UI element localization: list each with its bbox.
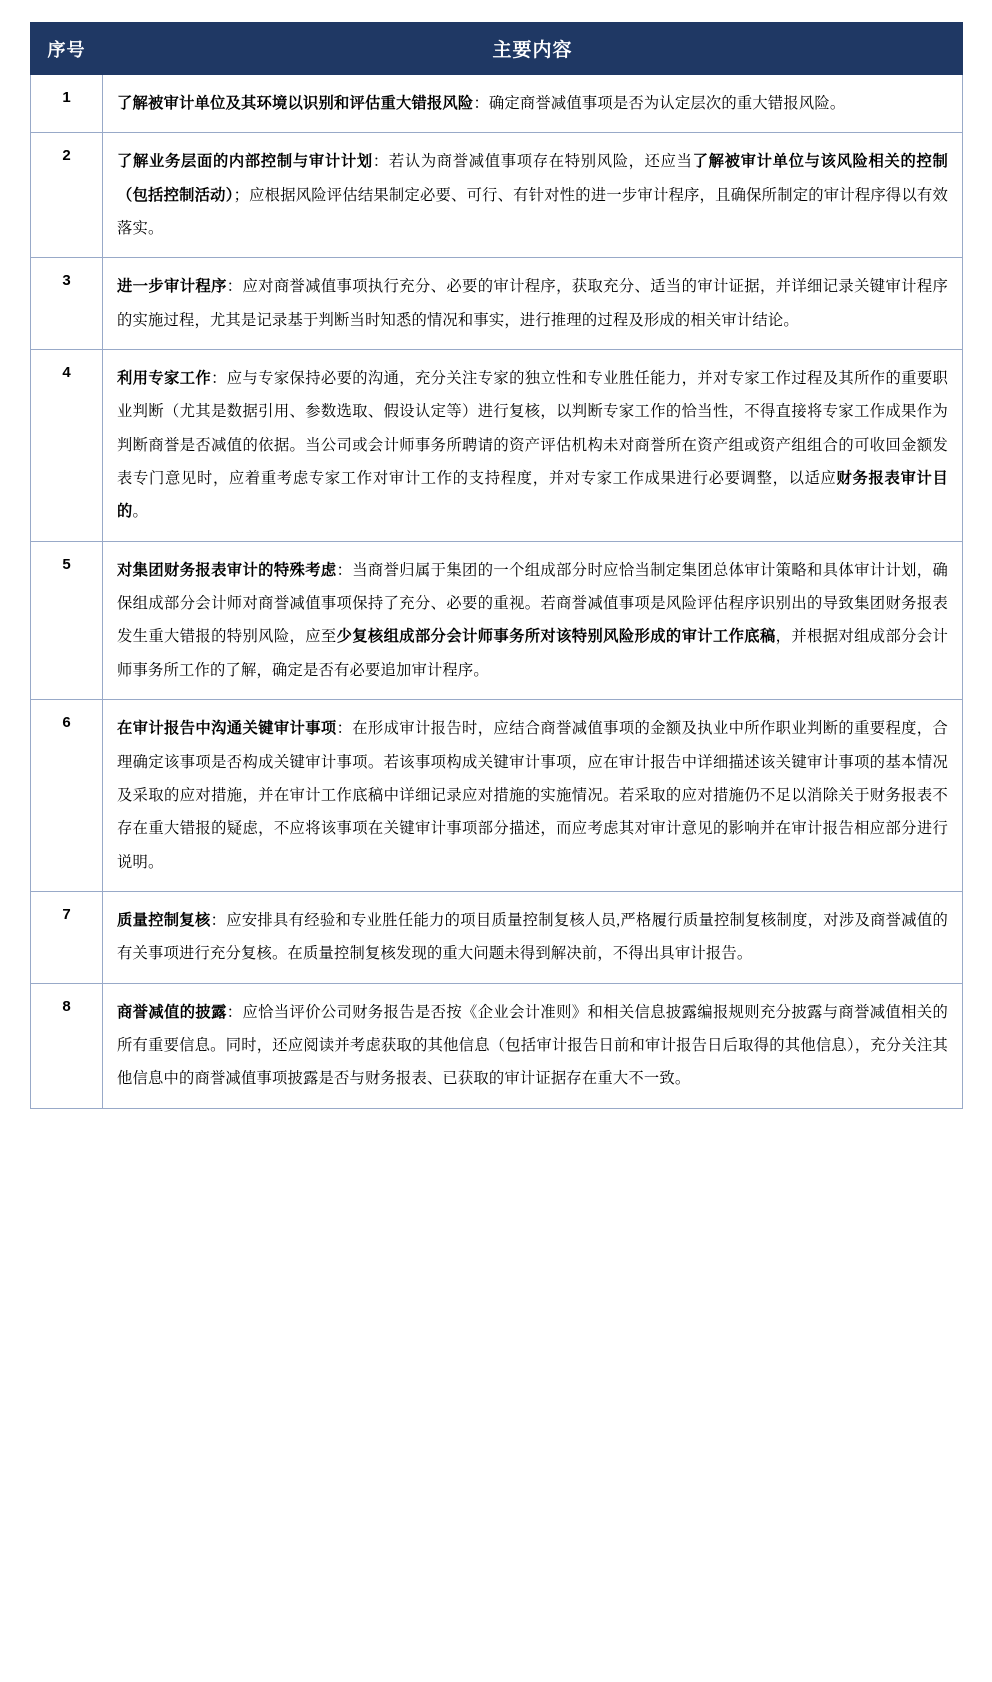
table-row: [31, 891, 963, 983]
row-content: 进一步审计程序：应对商誉减值事项执行充分、必要的审计程序，获取充分、适当的审计证据，并详细记录关键审计程序的实施过程，尤其是记录基于判断当时知悉的情况和事实，进行推理的过程及形成的相关审计结论。: [103, 258, 963, 350]
row-content: 对集团财务报表审计的特殊考虑：当商誉归属于集团的一个组成部分时应恰当制定集团总体审计策略和具体审计计划，确保组成部分会计师对商誉减值事项保持了充分、必要的重视。若商誉减值事项是风险评估程序识别出的导致集团财务报表发生重大错报的特别风险，应至少复核组成部分会计师事务所对该特别风险形成的审计工作底稿，并根据对组成部分会计师事务所工作的了解，确定是否有必要追加审计程序。: [103, 541, 963, 699]
row-number: 8: [31, 983, 103, 1108]
row-content: 了解被审计单位及其环境以识别和评估重大错报风险：确定商誉减值事项是否为认定层次的重大错报风险。: [103, 75, 963, 133]
row-content: 了解业务层面的内部控制与审计计划：若认为商誉减值事项存在特别风险，还应当了解被审计单位与该风险相关的控制（包括控制活动）；应根据风险评估结果制定必要、可行、有针对性的进一步审计程序，且确保所制定的审计程序得以有效落实。: [103, 133, 963, 258]
row-content: 利用专家工作：应与专家保持必要的沟通，充分关注专家的独立性和专业胜任能力，并对专家工作过程及其所作的重要职业判断（尤其是数据引用、参数选取、假设认定等）进行复核，以判断专家工作的恰当性，不得直接将专家工作成果作为判断商誉是否减值的依据。当公司或会计师事务所聘请的资产评估机构未对商誉所在资产组或资产组组合的可收回金额发表专门意见时，应着重考虑专家工作对审计工作的支持程度，并对专家工作成果进行必要调整，以适应财务报表审计目的。: [103, 350, 963, 542]
table-header-row: [31, 23, 963, 75]
table-header: [31, 23, 963, 75]
table-body: [31, 75, 963, 1109]
row-number: 5: [31, 541, 103, 699]
row-content: 质量控制复核：应安排具有经验和专业胜任能力的项目质量控制复核人员,严格履行质量控制复核制度，对涉及商誉减值的有关事项进行充分复核。在质量控制复核发现的重大问题未得到解决前，不得出具审计报告。: [103, 891, 963, 983]
row-number: 7: [31, 891, 103, 983]
row-number: 1: [31, 75, 103, 133]
table-row: [31, 541, 963, 699]
row-content: 在审计报告中沟通关键审计事项：在形成审计报告时，应结合商誉减值事项的金额及执业中所作职业判断的重要程度，合理确定该事项是否构成关键审计事项。若该事项构成关键审计事项，应在审计报告中详细描述该关键审计事项的基本情况及采取的应对措施，并在审计工作底稿中详细记录应对措施的实施情况。若采取的应对措施仍不足以消除关于财务报表不存在重大错报的疑虑，不应将该事项在关键审计事项部分描述，而应考虑其对审计意见的影响并在审计报告相应部分进行说明。: [103, 700, 963, 892]
table-row: [31, 700, 963, 892]
row-number: 4: [31, 350, 103, 542]
table-row: [31, 75, 963, 133]
column-header-content: 主要内容: [103, 23, 963, 75]
table-row: [31, 983, 963, 1108]
row-number: 3: [31, 258, 103, 350]
table-row: [31, 133, 963, 258]
table-row: [31, 258, 963, 350]
column-header-no: 序号: [31, 23, 103, 75]
row-content: 商誉减值的披露：应恰当评价公司财务报告是否按《企业会计准则》和相关信息披露编报规则充分披露与商誉减值相关的所有重要信息。同时，还应阅读并考虑获取的其他信息（包括审计报告日前和审计报告日后取得的其他信息），充分关注其他信息中的商誉减值事项披露是否与财务报表、已获取的审计证据存在重大不一致。: [103, 983, 963, 1108]
audit-requirements-table: [30, 22, 963, 1109]
table-row: [31, 350, 963, 542]
row-number: 6: [31, 700, 103, 892]
row-number: 2: [31, 133, 103, 258]
